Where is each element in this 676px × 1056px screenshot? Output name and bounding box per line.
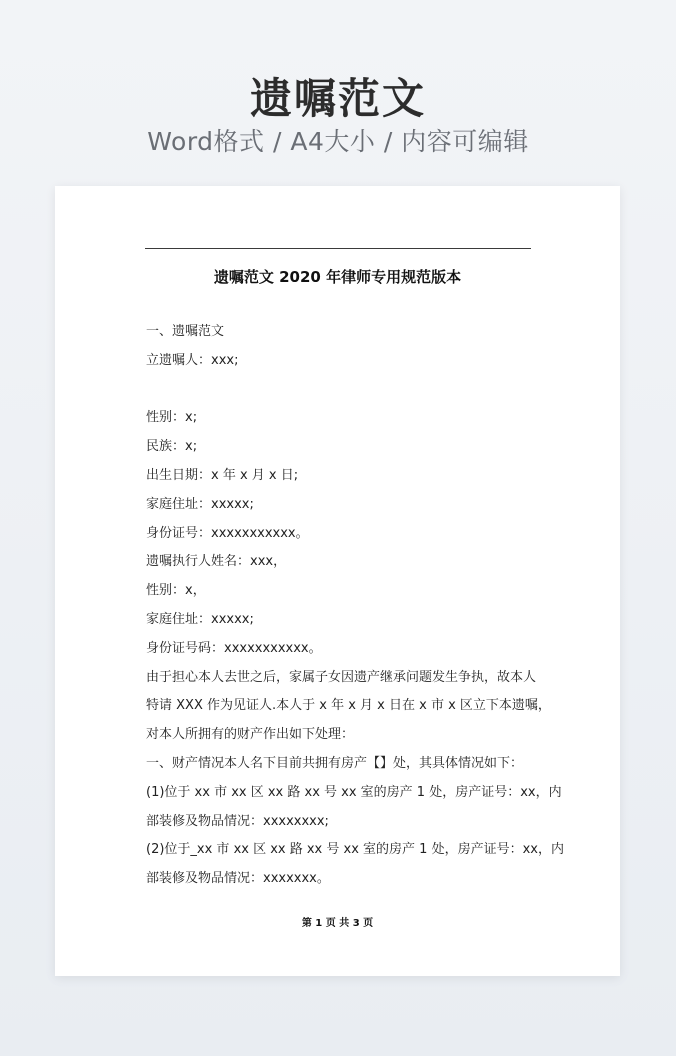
home-address-line: 家庭住址：xxxxx; [146, 496, 254, 512]
property-item-1-line: (1)位于 xx 市 xx 区 xx 路 xx 号 xx 室的房产 1 处，房产证号：xx，内 [146, 784, 562, 800]
paragraph-line: 由于担心本人去世之后，家属子女因遗产继承问题发生争执，故本人 [146, 669, 537, 685]
document-body [146, 318, 564, 894]
property-heading: 一、财产情况本人名下目前共拥有房产【】处，其具体情况如下： [146, 755, 524, 771]
page-header [0, 0, 676, 180]
executor-name-line: 遗嘱执行人姓名：xxx， [146, 554, 287, 570]
paragraph-line: 对本人所拥有的财产作出如下处理： [146, 727, 355, 743]
header-subtitle: Word格式 / A4大小 / 内容可编辑 [147, 127, 529, 156]
section-heading: 一、遗嘱范文 [146, 324, 225, 339]
ethnicity-line: 民族：x; [146, 439, 198, 455]
document-title: 遗嘱范文 2020 年律师专用规范版本 [213, 268, 462, 286]
property-item-2-line: (2)位于_xx 市 xx 区 xx 路 xx 号 xx 室的房产 1 处，房产证号：xx，内 [146, 842, 564, 858]
executor-gender-line: 性别：x， [146, 583, 206, 599]
paragraph-line: 特请 XXX 作为见证人.本人于 x 年 x 月 x 日在 x 市 x 区立下本遗嘱， [146, 698, 551, 714]
executor-id-line: 身份证号码：xxxxxxxxxxx。 [146, 640, 322, 656]
header-rule [145, 248, 531, 249]
page-number: 第 1 页 共 3 页 [301, 918, 374, 929]
id-number-line: 身份证号：xxxxxxxxxxx。 [146, 525, 309, 541]
gender-line: 性别：x; [146, 410, 198, 426]
property-item-1-line: 部装修及物品情况：xxxxxxxx; [146, 813, 329, 829]
property-item-2-line: 部装修及物品情况：xxxxxxx。 [146, 871, 330, 887]
testator-line: 立遗嘱人：xxx; [146, 352, 239, 368]
document-page [55, 186, 620, 976]
blank-line [146, 376, 536, 405]
executor-address-line: 家庭住址：xxxxx; [146, 611, 254, 627]
birth-date-line: 出生日期：x 年 x 月 x 日; [146, 467, 299, 483]
header-title: 遗嘱范文 [249, 74, 426, 123]
